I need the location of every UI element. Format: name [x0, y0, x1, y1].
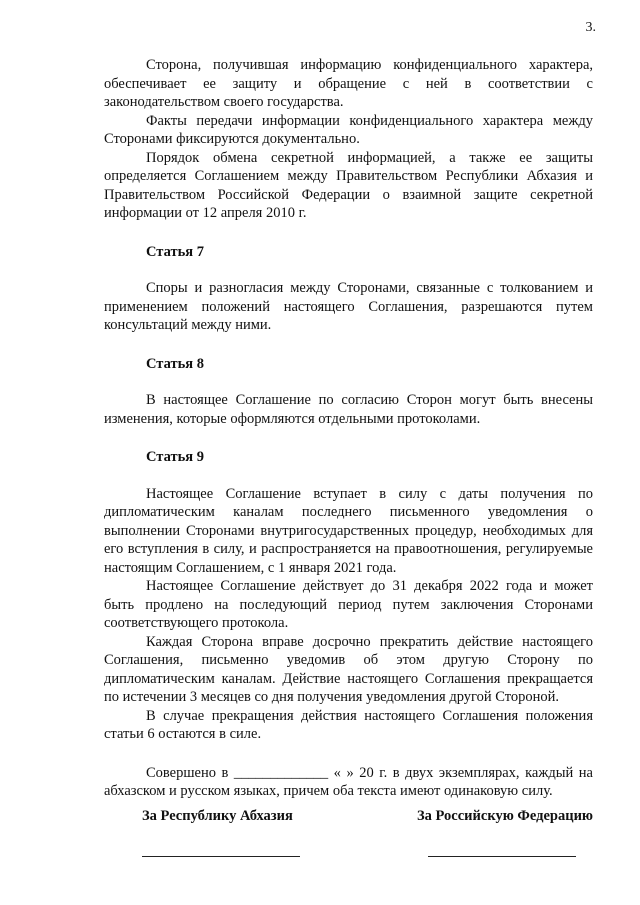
page-number: 3.	[585, 20, 596, 35]
signature-line-abkhazia	[142, 856, 300, 857]
closing-paragraph: Совершено в _____________ « » 20 г. в двух экземплярах, каждый на абхазском и русском языках, причем оба текста имеют одинаковую силу.	[104, 764, 593, 799]
paragraph: Факты передачи информации конфиденциального характера между Сторонами фиксируются документально.	[104, 112, 593, 147]
article-9-heading: Статья 9	[146, 449, 204, 465]
paragraph: Каждая Сторона вправе досрочно прекратить действие настоящего Соглашения, письменно уведомив об этом другую Сторону по дипломатическим каналам. Действие настоящего Соглашения прекращается по истечении 3 месяцев со дня получения уведомления другой Стороной.	[104, 633, 593, 705]
paragraph: Споры и разногласия между Сторонами, связанные с толкованием и применением положений настоящего Соглашения, разрешаются путем консультаций между ними.	[104, 280, 593, 333]
document-body	[104, 56, 593, 801]
article-8-heading: Статья 8	[146, 355, 204, 372]
signature-label-russia: За Российскую Федерацию	[417, 808, 593, 824]
paragraph: В случае прекращения действия настоящего Соглашения положения статьи 6 остаются в силе.	[104, 707, 593, 742]
paragraph: В настоящее Соглашение по согласию Сторон могут быть внесены изменения, которые оформляются отдельными протоколами.	[104, 392, 593, 427]
paragraph: Настоящее Соглашение действует до 31 декабря 2022 года и может быть продлено на последующий период путем заключения Сторонами соответствующего протокола.	[104, 578, 593, 631]
article-7-heading: Статья 7	[146, 243, 204, 260]
paragraph: Порядок обмена секретной информацией, а также ее защиты определяется Соглашением между Правительством Республики Абхазия и Правительством Российской Федерации о взаимной защите секретной информации от 12 апреля 2010 г.	[104, 149, 593, 221]
signature-label-abkhazia: За Республику Абхазия	[142, 808, 293, 824]
paragraph: Настоящее Соглашение вступает в силу с даты получения по дипломатическим каналам последнего письменного уведомления о выполнении Сторонами внутригосударственных процедур, необходимых для его вступления в силу, и распространяется на правоотношения, регулируемые настоящим Соглашением, с 1 января 2021 года.	[104, 485, 593, 576]
paragraph: Сторона, получившая информацию конфиденциального характера, обеспечивает ее защиту и обращение с ней в соответствии с законодательством своего государства.	[104, 57, 593, 110]
signature-line-russia	[428, 856, 576, 857]
